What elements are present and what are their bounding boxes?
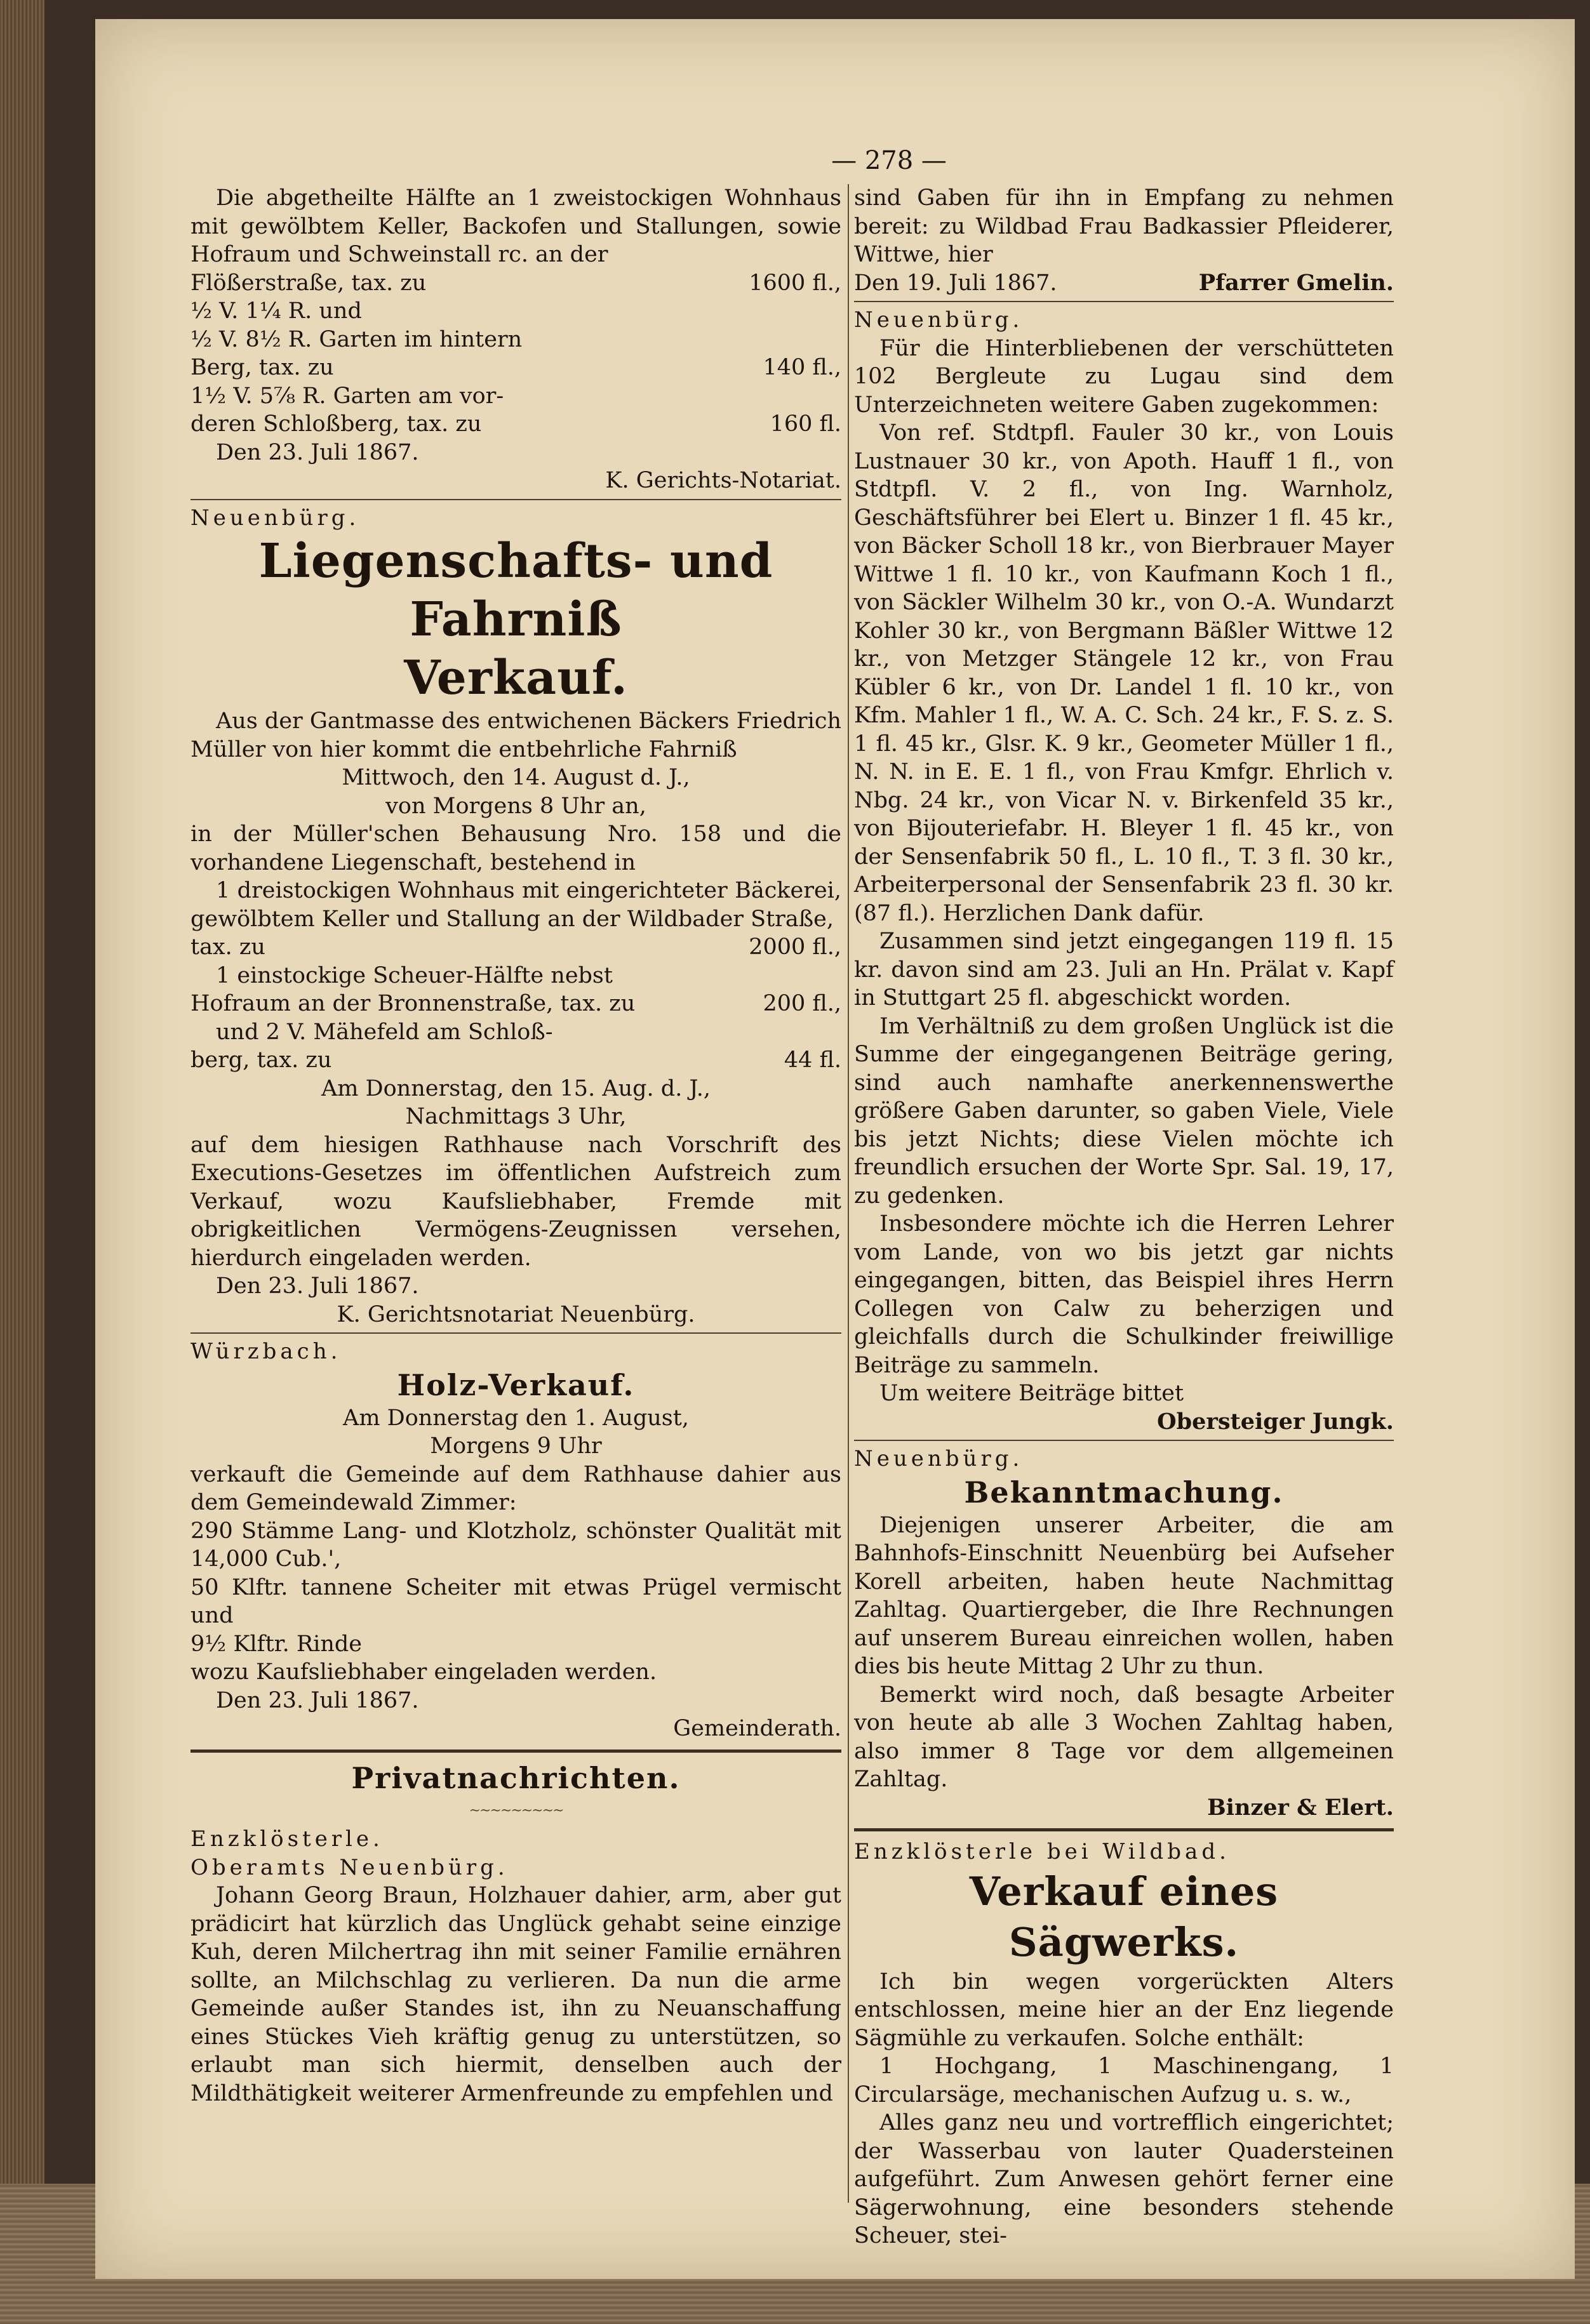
- left-sig3: Gemeinderath.: [673, 1716, 841, 1741]
- page-number: — 278 —: [831, 146, 947, 175]
- left-p3e: 50 Klftr. tannene Scheiter mit etwas Prügel vermischt und: [190, 1574, 841, 1628]
- left-p3b: Morgens 9 Uhr: [430, 1433, 602, 1459]
- right-date1: Den 19. Juli 1867.: [854, 270, 1057, 296]
- left-loc3: Würzbach.: [190, 1339, 342, 1364]
- right-p3b: Bemerkt wird noch, daß besagte Arbeiter von heute ab alle 3 Wochen Zahltag haben, also immer 8 Tage vor dem allgemeinen Zahltag.: [854, 1682, 1394, 1792]
- left-sig1: K. Gerichts-Notariat.: [605, 468, 841, 493]
- right-head4: Verkauf eines Sägwerks.: [969, 1868, 1279, 1965]
- left-date2: Den 23. Juli 1867.: [216, 1273, 419, 1299]
- left-head2b: Verkauf.: [404, 651, 628, 705]
- left-p2-date: Mittwoch, den 14. August d. J.,: [342, 765, 690, 790]
- rule: [190, 1750, 841, 1753]
- left-item3: [190, 410, 841, 439]
- right-p2c: Zusammen sind jetzt eingegangen 119 fl. 15 kr. davon sind am 23. Juli an Hn. Prälat v. Kapf in Stuttgart 25 fl. abgeschickt worden.: [854, 929, 1394, 1011]
- left-item3-price: 160 fl.: [770, 411, 841, 437]
- left-p3c: verkauft die Gemeinde auf dem Rathhause dahier aus dem Gemeindewald Zimmer:: [190, 1461, 841, 1515]
- column-divider: [848, 184, 849, 2203]
- left-p2e-label: berg, tax. zu: [190, 1047, 332, 1073]
- left-date1: Den 23. Juli 1867.: [216, 439, 419, 465]
- left-p4: Johann Georg Braun, Holzhauer dahier, arm, aber gut prädicirt hat kürzlich das Unglück gehabt seine einzige Kuh, deren Milchertrag ihn mit seiner Familie ernähren sollte, an Milchschlag zu verlieren. Da nun die arme Gemeinde außer Standes ist, ihn zu Neuanschaffung eines Stückes Vieh kräftig genug zu unterstützen, so erlaubt man sich hiermit, denselben auch der Mildthätigkeit weiterer Armenfreunde zu empfehlen und: [190, 1883, 841, 2106]
- right-sig2: Obersteiger Jungk.: [1157, 1408, 1394, 1435]
- left-item1-price: 1600 fl.,: [749, 270, 841, 296]
- right-sig3: Binzer & Elert.: [1207, 1794, 1394, 1821]
- left-head3: Holz-Verkauf.: [397, 1367, 635, 1402]
- left-p2c-row: [190, 933, 841, 962]
- left-item2: [190, 354, 841, 382]
- left-sig2: K. Gerichtsnotariat Neuenbürg.: [337, 1301, 695, 1327]
- right-loc3: Neuenbürg.: [854, 1446, 1024, 1471]
- right-p2e: Insbesondere möchte ich die Herren Lehrer vom Lande, von wo bis jetzt gar nichts eingegangen, bitten, das Beispiel ihres Herrn Collegen von Calw zu beherzigen und gleichfalls durch die Schulkinder freiwillige Beiträge zu sammeln.: [854, 1211, 1394, 1378]
- right-p2b: Von ref. Stdtpfl. Fauler 30 kr., von Louis Lustnauer 30 kr., von Apoth. Hauff 1 fl., von Stdtpfl. V. 2 fl., von Ing. Warnholz, Geschäftsführer bei Elert u. Binzer 1 fl. 45 kr., von Bäcker Scholl 18 kr., von Bierbrauer Mayer Wittwe 1 fl. 10 kr., von Kaufmann Koch 1 fl., von Säckler Wilhelm 30 kr., von O.-A. Wundarzt Kohler 30 kr., von Bergmann Bäßler Wittwe 12 kr., von Metzger Stängele 12 kr., von Frau Kübler 6 kr., von Dr. Landel 1 fl. 10 kr., von Kfm. Mahler 1 fl., W. A. C. Sch. 24 kr., F. S. z. S. 1 fl. 45 kr., Glsr. K. 9 kr., Geometer Müller 1 fl., N. N. in E. E. 1 fl., von Frau Kmfgr. Ehrlich v. Nbg. 24 kr., von Vicar N. v. Birkenfeld 35 kr., von Bijouteriefabr. H. Bleyer 1 fl. 45 kr., von der Sensenfabrik 50 fl., L. 10 fl., T. 3 fl. 30 kr., Arbeiterpersonal der Sensenfabrik 23 fl. 30 kr. (87 fl.). Herzlichen Dank dafür.: [854, 420, 1394, 926]
- left-head2a: Liegenschafts- und Fahrniß: [258, 534, 773, 647]
- left-item1-label: Flößerstraße, tax. zu: [190, 270, 427, 296]
- left-loc4: Enzklösterle.: [190, 1826, 384, 1852]
- left-head4: Privatnachrichten.: [351, 1760, 681, 1795]
- left-p2c-label: tax. zu: [190, 934, 265, 960]
- right-sig1: Pfarrer Gmelin.: [1198, 269, 1394, 296]
- left-item2a: ½ V. 1¼ R. und: [190, 298, 362, 324]
- right-p4: Ich bin wegen vorgerückten Alters entschlossen, meine hier an der Enz liegende Sägmühle zu verkaufen. Solche enthält:: [854, 1969, 1394, 2051]
- left-p2d: 1 einstockige Scheuer-Hälfte nebst: [216, 962, 613, 988]
- right-p2d: Im Verhältniß zu dem großen Unglück ist die Summe der eingegangenen Beiträge gering, sind auch namhafte anerkennenswerthe größere Gaben darunter, so gaben Viele, Viele bis jetzt Nichts; diese Vielen möchte ich freundlich ersuchen der Worte Spr. Sal. 19, 17, zu gedenken.: [854, 1013, 1394, 1209]
- left-p2e-row: [190, 1046, 841, 1075]
- left-item2b: ½ V. 8½ R. Garten im hintern: [190, 326, 523, 352]
- left-date3: Den 23. Juli 1867.: [216, 1687, 419, 1713]
- left-p2h: auf dem hiesigen Rathhause nach Vorschrift des Executions-Gesetzes im öffentlichen Aufstreich zum Verkauf, wozu Kaufsliebhaber, Fremde mit obrigkeitlichen Vermögens-Zeugnissen versehen, hierdurch eingeladen werden.: [190, 1132, 841, 1271]
- left-loc2: Neuenbürg.: [190, 505, 360, 531]
- left-p3g: wozu Kaufsliebhaber eingeladen werden.: [190, 1659, 657, 1685]
- left-p3f: 9½ Klftr. Rinde: [190, 1631, 363, 1657]
- left-column: [190, 184, 841, 2108]
- right-p4b: 1 Hochgang, 1 Maschinengang, 1 Circularsäge, mechanischen Aufzug u. s. w.,: [854, 2054, 1394, 2108]
- left-p2c-price: 2000 fl.,: [749, 934, 841, 960]
- rule: [190, 499, 841, 500]
- left-p1: Die abgetheilte Hälfte an 1 zweistockigen Wohnhaus mit gewölbtem Keller, Backofen und Stallungen, sowie Hofraum und Schweinstall rc. an der: [190, 185, 841, 267]
- rule: [190, 1332, 841, 1334]
- right-p3: Diejenigen unserer Arbeiter, die am Bahnhofs-Einschnitt Neuenbürg bei Aufseher Korell arbeiten, haben heute Nachmittag Zahltag. Quartiergeber, die Ihre Rechnungen auf unserem Bureau einreichen wollen, haben dies bis heute Mittag 2 Uhr zu thun.: [854, 1512, 1394, 1679]
- right-head3: Bekanntmachung.: [964, 1475, 1284, 1510]
- left-item1: [190, 269, 841, 298]
- right-loc4: Enzklösterle bei Wildbad.: [854, 1839, 1230, 1864]
- left-p2f: Am Donnerstag, den 15. Aug. d. J.,: [321, 1075, 711, 1101]
- left-item3a: 1½ V. 5⅞ R. Garten am vor-: [190, 383, 504, 409]
- right-column: [854, 184, 1394, 2250]
- right-sig-row1: [854, 269, 1394, 298]
- left-item2-price: 140 fl.,: [763, 355, 841, 380]
- rule: [854, 1828, 1394, 1831]
- left-p2d-label: Hofraum an der Bronnenstraße, tax. zu: [190, 991, 636, 1016]
- right-p4c: Alles ganz neu und vortrefflich eingerichtet; der Wasserbau von lauter Quadersteinen aufgeführt. Zum Anwesen gehört ferner eine Sägerwohnung, eine besonders stehende Scheuer, stei-: [854, 2110, 1394, 2248]
- left-p2g: Nachmittags 3 Uhr,: [405, 1104, 627, 1129]
- left-p3a: Am Donnerstag den 1. August,: [343, 1405, 689, 1431]
- left-p3d: 290 Stämme Lang- und Klotzholz, schönster Qualität mit 14,000 Cub.',: [190, 1518, 841, 1572]
- left-item3-label: deren Schloßberg, tax. zu: [190, 411, 482, 437]
- left-p2c: 1 dreistockigen Wohnhaus mit eingerichteter Bäckerei, gewölbtem Keller und Stallung an der Wildbader Straße,: [190, 878, 841, 932]
- left-p2e-price: 44 fl.: [784, 1047, 841, 1073]
- right-p2: Für die Hinterbliebenen der verschütteten 102 Bergleute zu Lugau sind dem Unterzeichneten weitere Gaben zugekommen:: [854, 335, 1394, 418]
- rule: [854, 301, 1394, 302]
- left-p2e: und 2 V. Mähefeld am Schloß-: [216, 1019, 553, 1045]
- left-p2: Aus der Gantmasse des entwichenen Bäckers Friedrich Müller von hier kommt die entbehrliche Fahrniß: [190, 708, 841, 762]
- rule: [854, 1440, 1394, 1441]
- left-p2d-row: [190, 990, 841, 1018]
- left-item2-label: Berg, tax. zu: [190, 355, 334, 380]
- left-p2-time: von Morgens 8 Uhr an,: [385, 793, 646, 819]
- right-p2f: Um weitere Beiträge bittet: [879, 1381, 1184, 1406]
- wavy-divider: ~~~~~~~~~: [469, 1802, 563, 1819]
- right-p1: sind Gaben für ihn in Empfang zu nehmen bereit: zu Wildbad Frau Badkassier Pfleiderer, Wittwe, hier: [854, 185, 1394, 267]
- book-edge-left: [0, 0, 44, 2324]
- right-loc2: Neuenbürg.: [854, 307, 1024, 333]
- left-p2d-price: 200 fl.,: [763, 991, 841, 1016]
- left-p2b: in der Müller'schen Behausung Nro. 158 und die vorhandene Liegenschaft, bestehend in: [190, 821, 841, 875]
- left-loc4b: Oberamts Neuenbürg.: [190, 1854, 509, 1880]
